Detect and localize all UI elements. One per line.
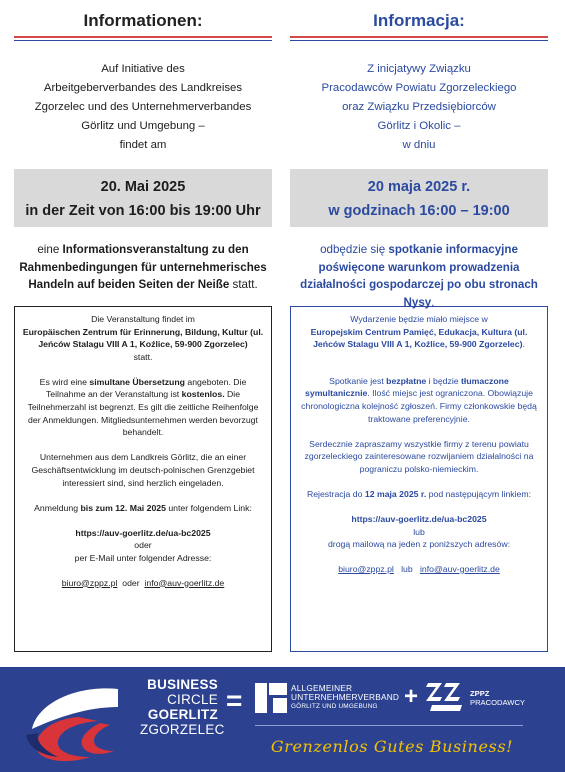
german-link-block: [21, 527, 265, 565]
german-event-post: statt.: [229, 278, 258, 291]
polish-venue: [297, 313, 541, 351]
plus-sign: +: [404, 683, 419, 710]
polish-details-box: [290, 306, 548, 652]
polish-venue-bold: Europejskim Centrum Pamięć, Edukacja, Kultura (ul. Jeńców Stalagu VIII A 1, Koźlice, 59-900 Zgorzelec): [310, 326, 528, 350]
polish-heading: Informacja:: [290, 8, 548, 38]
german-register-post: unter folgendem Link:: [165, 502, 252, 513]
polish-time: w godzinach 16:00 – 19:00: [328, 203, 510, 219]
bc-line-business: BUSINESS: [147, 677, 218, 692]
german-registration: [21, 502, 265, 515]
polish-translation-bold: tłumaczone symultanicznie: [305, 375, 509, 399]
german-email-intro: per E-Mail unter folgender Adresse:: [74, 552, 212, 563]
business-circle-logo-icon: [18, 677, 128, 767]
polish-register-post: pod następującym linkiem:: [426, 488, 532, 499]
auv-line1: ALLGEMEINER: [291, 683, 353, 693]
polish-register-bold: 12 maja 2025 r.: [364, 488, 427, 499]
polish-limit: . Ilość miejsc jest ograniczona. Obowiązuje chronologiczna kolejność zgłoszeń. Firmy członkowskie będą traktowane preferencyjnie.: [301, 388, 537, 424]
polish-date: 20 maja 2025 r.: [367, 179, 471, 195]
zppz-logo: [426, 679, 526, 717]
polish-event-text: [290, 241, 548, 311]
auv-wordmark: [291, 684, 399, 711]
polish-translation-info: [297, 375, 541, 425]
german-register-bold: bis zum 12. Mai 2025: [80, 502, 166, 513]
german-date: 20. Mai 2025: [100, 179, 186, 195]
german-details-box: [14, 306, 272, 652]
german-translation-pre: Es wird eine: [39, 376, 90, 387]
zppz-line1: ZPPZ: [470, 689, 490, 698]
german-column: [14, 0, 272, 588]
polish-free-bold: bezpłatne: [386, 375, 427, 386]
german-date-box: [14, 169, 272, 227]
german-intro-line: findet am: [119, 139, 167, 151]
german-venue: [21, 313, 265, 363]
polish-venue-post: .: [522, 339, 525, 350]
german-or: oder: [134, 540, 152, 551]
bc-line-zgorzelec: ZGORZELEC: [140, 722, 225, 737]
polish-email-intro: drogą mailową na jeden z poniższych adresów:: [327, 539, 511, 550]
polish-emails: [297, 563, 541, 576]
polish-intro-line: oraz Związku Przedsiębiorców: [342, 101, 496, 113]
german-intro-line: Auf Initiative des: [101, 63, 185, 75]
german-intro-line: Arbeitgeberverbandes des Landkreises: [43, 82, 243, 94]
polish-link-block: [297, 513, 541, 551]
polish-email-sep: lub: [401, 563, 413, 574]
german-venue-pre: Die Veranstaltung findet im: [91, 314, 195, 324]
auv-line3: GÖRLITZ UND UMGEBUNG: [291, 703, 378, 710]
auv-line2: UNTERNEHMERVERBAND: [291, 692, 400, 702]
german-venue-post: statt.: [133, 351, 153, 362]
equals-sign: =: [226, 685, 243, 716]
polish-email-auv-link[interactable]: info@auv-goerlitz.de: [419, 563, 500, 574]
german-limit: Die Teilnehmerzahl ist begrenzt. Es gilt die zeitliche Reihenfolge der Anmeldungen. Mitgliedsunternehmen werden bevorzugt behandelt.: [27, 389, 259, 438]
zppz-emblem-icon: [426, 679, 466, 717]
auv-logo: [255, 681, 400, 717]
polish-email-zppz-link[interactable]: biuro@zppz.pl: [338, 563, 394, 574]
german-email-auv-link[interactable]: info@auv-goerlitz.de: [144, 577, 225, 588]
polish-or: lub: [413, 526, 425, 537]
footer-banner: [0, 667, 565, 772]
german-translation-mid: angeboten. Die Teilnahme an der Veranstaltung ist: [45, 376, 247, 400]
polish-register-pre: Rejestracja do: [306, 488, 365, 499]
polish-event-post: .: [431, 295, 435, 309]
german-free-bold: kostenlos.: [181, 389, 225, 400]
polish-venue-pre: Wydarzenie będzie miało miejsce w: [350, 314, 488, 324]
german-time: in der Zeit von 16:00 bis 19:00 Uhr: [25, 203, 261, 219]
german-intro-line: Görlitz und Umgebung –: [81, 120, 205, 132]
german-venue-bold: Europäischen Zentrum für Erinnerung, Bildung, Kultur (ul. Jeńców Stalagu VIII A 1, Koźlice, 59-900 Zgorzelec): [22, 326, 264, 350]
polish-intro-line: w dniu: [402, 139, 436, 151]
german-translation-info: [21, 376, 265, 439]
german-translation-bold: simultane Übersetzung: [89, 376, 185, 387]
bc-line-goerlitz: GOERLITZ: [147, 707, 218, 722]
german-invite: Unternehmen aus dem Landkreis Görlitz, die an einer Geschäftsentwicklung im deutsch-polnischen Grenzgebiet interessiert sind, sind herzlich eingeladen.: [31, 452, 255, 488]
business-circle-wordmark: [140, 677, 225, 737]
german-email-sep: oder: [122, 577, 140, 588]
german-email-zppz-link[interactable]: biuro@zppz.pl: [61, 577, 118, 588]
german-event-bold: Informationsveranstaltung zu den Rahmenbedingungen für unternehmerisches Handeln auf beiden Seiten der Neiße: [19, 243, 267, 291]
slogan-divider: [255, 725, 523, 726]
polish-intro-line: Z inicjatywy Związku: [367, 63, 471, 75]
german-intro-line: Zgorzelec und des Unternehmerverbandes: [34, 101, 252, 113]
polish-date-box: [290, 169, 548, 227]
auv-emblem-icon: [255, 683, 287, 713]
polish-column: [290, 0, 548, 574]
polish-invite: Serdecznie zapraszamy wszystkie firmy z terenu powiatu zgorzeleckiego zainteresowane rozwijaniem działalności na pograniczu polsko-niemieckim.: [304, 438, 534, 474]
german-event-text: [14, 241, 272, 294]
polish-intro-line: Pracodawców Powiatu Zgorzeleckiego: [321, 82, 517, 94]
german-heading: Informationen:: [14, 8, 272, 38]
german-register-pre: Anmeldung: [34, 502, 81, 513]
polish-intro: [290, 60, 548, 155]
slogan: Grenzenlos Gutes Business!: [270, 737, 514, 756]
german-registration-link[interactable]: https://auv-goerlitz.de/ua-bc2025: [75, 527, 211, 538]
polish-free-mid: i będzie: [426, 375, 462, 386]
polish-registration-link[interactable]: https://auv-goerlitz.de/ua-bc2025: [351, 514, 487, 525]
polish-event-bold: spotkanie informacyjne poświęcone warunkom prowadzenia działalności gospodarczej po obu stronach Nysy: [300, 243, 538, 309]
polish-free-pre: Spotkanie jest: [329, 375, 387, 386]
zppz-line2: PRACODAWCY: [470, 698, 525, 707]
german-event-pre: eine: [37, 243, 63, 256]
german-intro: [14, 60, 272, 155]
polish-intro-line: Görlitz i Okolic –: [377, 120, 461, 132]
polish-event-pre: odbędzie się: [320, 243, 389, 256]
german-emails: [21, 577, 265, 590]
polish-registration: [297, 488, 541, 501]
bc-line-circle: CIRCLE: [167, 692, 218, 707]
zppz-wordmark: [470, 689, 525, 707]
